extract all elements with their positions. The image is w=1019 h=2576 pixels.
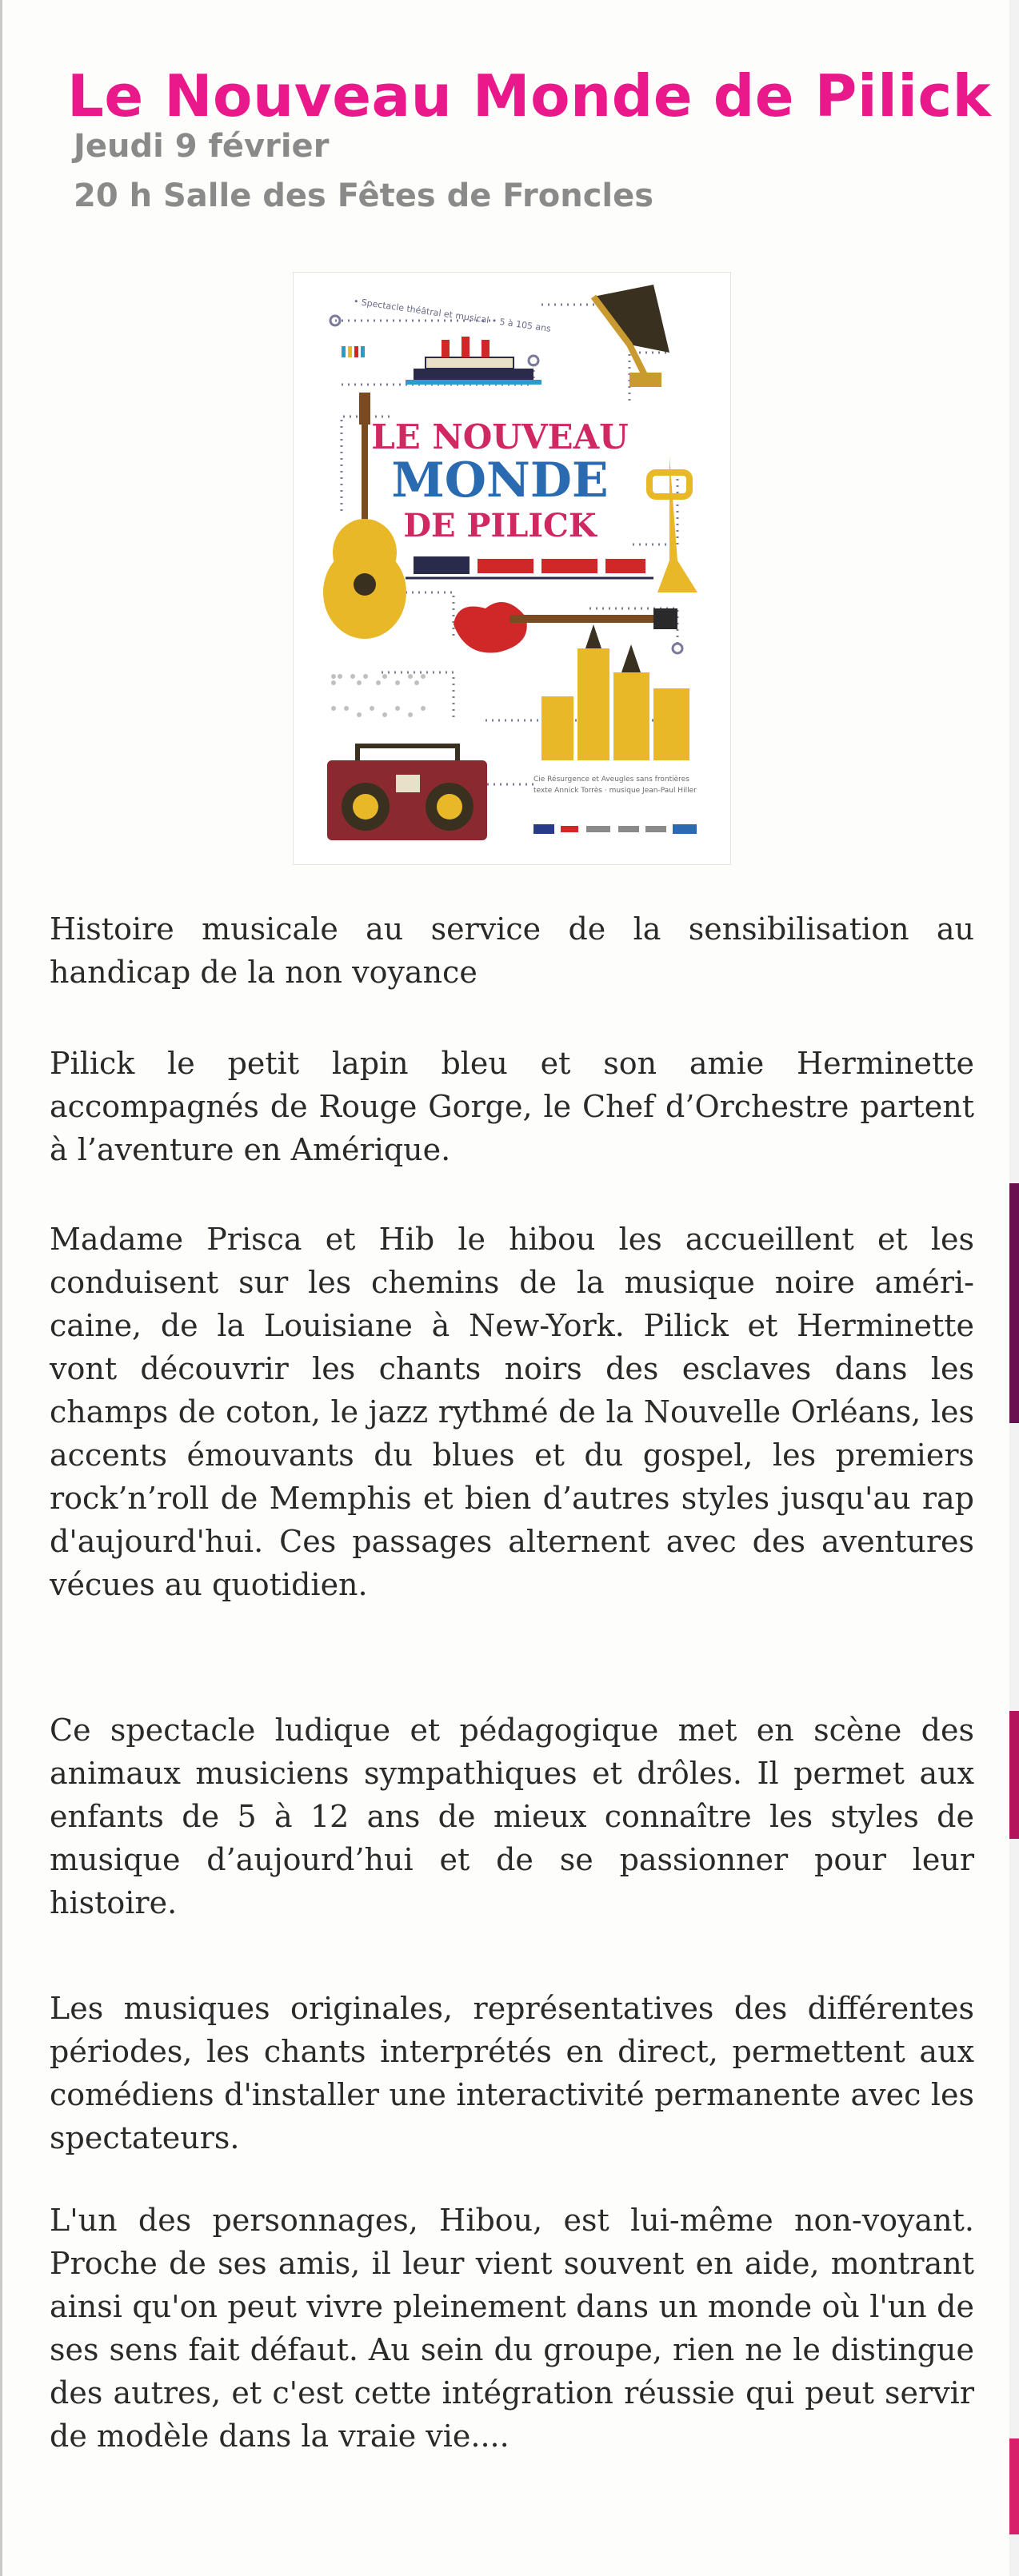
poster-illustration [294,273,730,864]
paragraph-intro: Histoire musicale au service de la sensibilisation au handicap de la non voyance [50,911,974,990]
paragraph-hibou: L'un des personnages, Hibou, est lui-même non-voyant. Proche de ses amis, il leur vient souvent en aide, montrant ainsi qu'on peut vivre pleinement dans un monde où l'un de ses sens fait défaut. Au sein du groupe, rien ne le distingue des autres, et c'est cette intégration réussie qui peut servir de modèle dans la vraie vie.... [50,2203,974,2454]
poster-title-line-1: LE NOUVEAU [371,417,629,457]
poster-title-line-3: DE PILICK [403,507,597,544]
paragraph-educational: Ce spectacle ludique et pédagogique met en scène des animaux musiciens sympathiques et drôles. Il permet aux enfants de 5 à 12 ans de mieux connaître les styles de musique d’aujourd’hui et de se passionner pour leur histoire. [50,1713,974,1920]
skyline-icon [541,624,689,760]
page-edge-mark [1009,2438,1019,2534]
train-icon [406,556,653,578]
paragraph-journey: Madame Prisca et Hib le hibou les accueillent et les conduisent sur les chemins de la musique noire américaine, de la Louisiane à New-York. Pilick et Herminette vont découvrir les chants noirs des esclaves dans les champs de coton, le jazz rythmé de la Nouvelle Orléans, les accents émouvants du blues et du gospel, les premiers rock’n’roll de Memphis et bien d’autres styles jusqu'au rap d'aujourd'hui. Ces passages alternent avec des aventures vécues au quotidien. [50,1222,974,1602]
paragraph-characters: Pilick le petit lapin bleu et son amie Herminette accompagnés de Rouge Gorge, le Chef d’Orchestre partent à l’aventure en Amérique. [50,1046,974,1167]
event-title: Le Nouveau Monde de Pilick [67,62,992,130]
boombox-icon [327,746,487,840]
event-date: Jeudi 9 février [74,128,330,165]
poster-credits-line-2: texte Annick Torrès · musique Jean-Paul Hiller [533,787,697,795]
poster-title-line-2: MONDE [391,453,609,508]
paragraph-music: Les musiques originales, représentatives des différentes périodes, les chants interprétés en direct, permettent aux comédiens d'installer une interactivité permanente avec les spectateurs. [50,1991,974,2155]
show-poster [293,272,731,865]
poster-tagline: • Spectacle théâtral et musical • 5 à 105 ans [353,296,552,334]
trumpet-icon [649,457,697,592]
event-venue: 20 h Salle des Fêtes de Froncles [74,177,654,214]
page-edge-mark [1009,1711,1019,1839]
braille-text [331,674,426,717]
page-edge-left [0,0,2,2576]
poster-credits-line-1: Cie Résurgence et Aveugles sans frontières [533,776,689,784]
flags-icon [342,346,365,357]
electric-guitar-icon [454,602,677,653]
ship-icon [406,337,541,385]
page-edge-mark [1009,1183,1019,1423]
gramophone-icon [593,285,669,387]
sponsor-logos [533,824,697,834]
